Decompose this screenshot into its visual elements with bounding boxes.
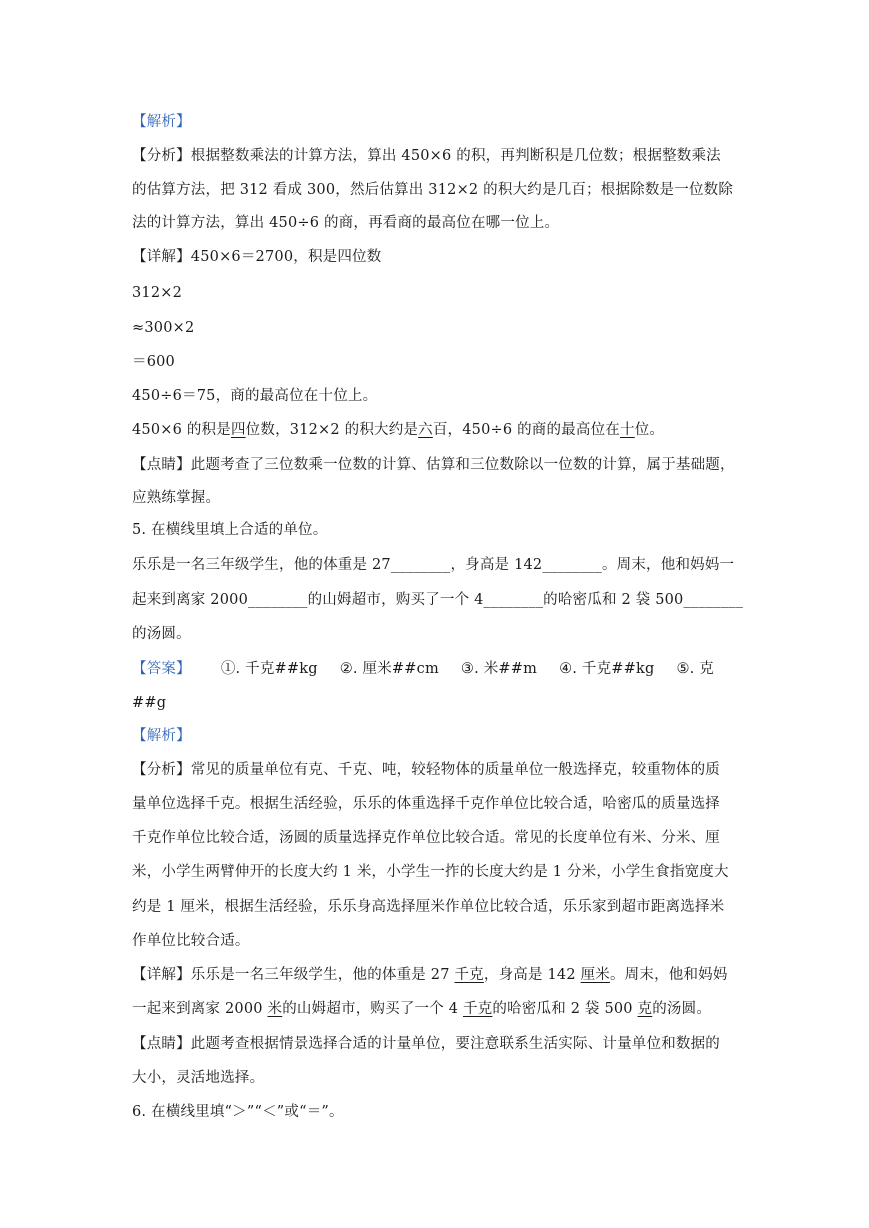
answer-underlined: 四	[230, 422, 246, 438]
analysis-text-line: 作单位比较合适。	[132, 933, 250, 949]
detail-text-line: 【详解】乐乐是一名三年级学生，他的体重是 27 千克，身高是 142 厘米。周末，他和妈妈	[132, 967, 728, 983]
answer-item: ①. 千克##kg	[220, 661, 318, 677]
analysis-heading: 【解析】	[132, 728, 191, 744]
comment-text-line: 【点睛】此题考查了三位数乘一位数的计算、估算和三位数除以一位数的计算，属于基础题，	[132, 457, 735, 473]
answer-item: ④. 千克##kg	[559, 661, 655, 677]
summary-line: 450×6 的积是四位数，312×2 的积大约是六百，450÷6 的商的最高位在十位。	[132, 422, 665, 438]
answer-item: ②. 厘米##cm	[339, 661, 439, 677]
analysis-text-line: 米，小学生两臂伸开的长度大约 1 米，小学生一拃的长度大约是 1 分米，小学生食指宽度大	[132, 864, 729, 880]
analysis-text-line: 【分析】根据整数乘法的计算方法，算出 450×6 的积，再判断积是几位数；根据整数乘法	[132, 148, 721, 164]
comment-text-line: 大小，灵活地选择。	[132, 1070, 265, 1086]
calculation-line: 312×2	[132, 285, 183, 301]
answer-underlined: 克	[637, 1001, 653, 1017]
calculation-line: ≈300×2	[132, 320, 195, 336]
calculation-line: 450÷6＝75，商的最高位在十位上。	[132, 388, 378, 404]
analysis-text-line: 约是 1 厘米，根据生活经验，乐乐身高选择厘米作单位比较合适，乐乐家到超市距离选择米	[132, 899, 725, 915]
answer-item: ⑤. 克	[676, 661, 714, 677]
calculation-line: ＝600	[132, 354, 175, 370]
answer-item: ③. 米##m	[460, 661, 538, 677]
analysis-heading: 【解析】	[132, 114, 191, 130]
analysis-text-line: 【分析】常见的质量单位有克、千克、吨，较轻物体的质量单位一般选择克，较重物体的质	[132, 762, 720, 778]
answer-line-cont: ##g	[132, 695, 167, 711]
answer-underlined: 千克	[462, 1001, 493, 1017]
answer-underlined: 千克	[454, 967, 484, 983]
detail-text-line: 一起来到离家 2000 米的山姆超市，购买了一个 4 千克的哈密瓜和 2 袋 500 克的汤圆。	[132, 1001, 712, 1017]
analysis-text-line: 法的计算方法，算出 450÷6 的商，再看商的最高位在哪一位上。	[132, 215, 560, 231]
question-title: 6. 在横线里填“＞”“＜”或“＝”。	[132, 1104, 344, 1120]
question-body-line: 的汤圆。	[132, 626, 191, 642]
answer-label: 【答案】	[132, 661, 191, 677]
comment-text-line: 【点睛】此题考查根据情景选择合适的计量单位，要注意联系生活实际、计量单位和数据的	[132, 1036, 720, 1052]
detail-text-line: 【详解】450×6＝2700，积是四位数	[132, 249, 382, 265]
answer-underlined: 米	[267, 1001, 283, 1017]
answer-underlined: 厘米	[580, 967, 610, 983]
analysis-text-line: 千克作单位比较合适，汤圆的质量选择克作单位比较合适。常见的长度单位有米、分米、厘	[132, 830, 720, 846]
answer-underlined: 六	[418, 422, 433, 438]
answer-underlined: 十	[620, 422, 635, 438]
answer-line	[132, 659, 742, 679]
question-title: 5. 在横线里填上合适的单位。	[132, 522, 328, 538]
question-body-line: 乐乐是一名三年级学生，他的体重是 27________，身高是 142________。周末，他和妈妈一	[132, 557, 735, 573]
question-body-line: 起来到离家 2000________的山姆超市，购买了一个 4________的哈密瓜和 2 袋 500________	[132, 592, 744, 608]
analysis-text-line: 量单位选择千克。根据生活经验，乐乐的体重选择千克作单位比较合适，哈密瓜的质量选择	[132, 796, 720, 812]
comment-text-line: 应熟练掌握。	[132, 490, 221, 506]
analysis-text-line: 的估算方法，把 312 看成 300，然后估算出 312×2 的积大约是几百；根据除数是一位数除	[132, 182, 734, 198]
